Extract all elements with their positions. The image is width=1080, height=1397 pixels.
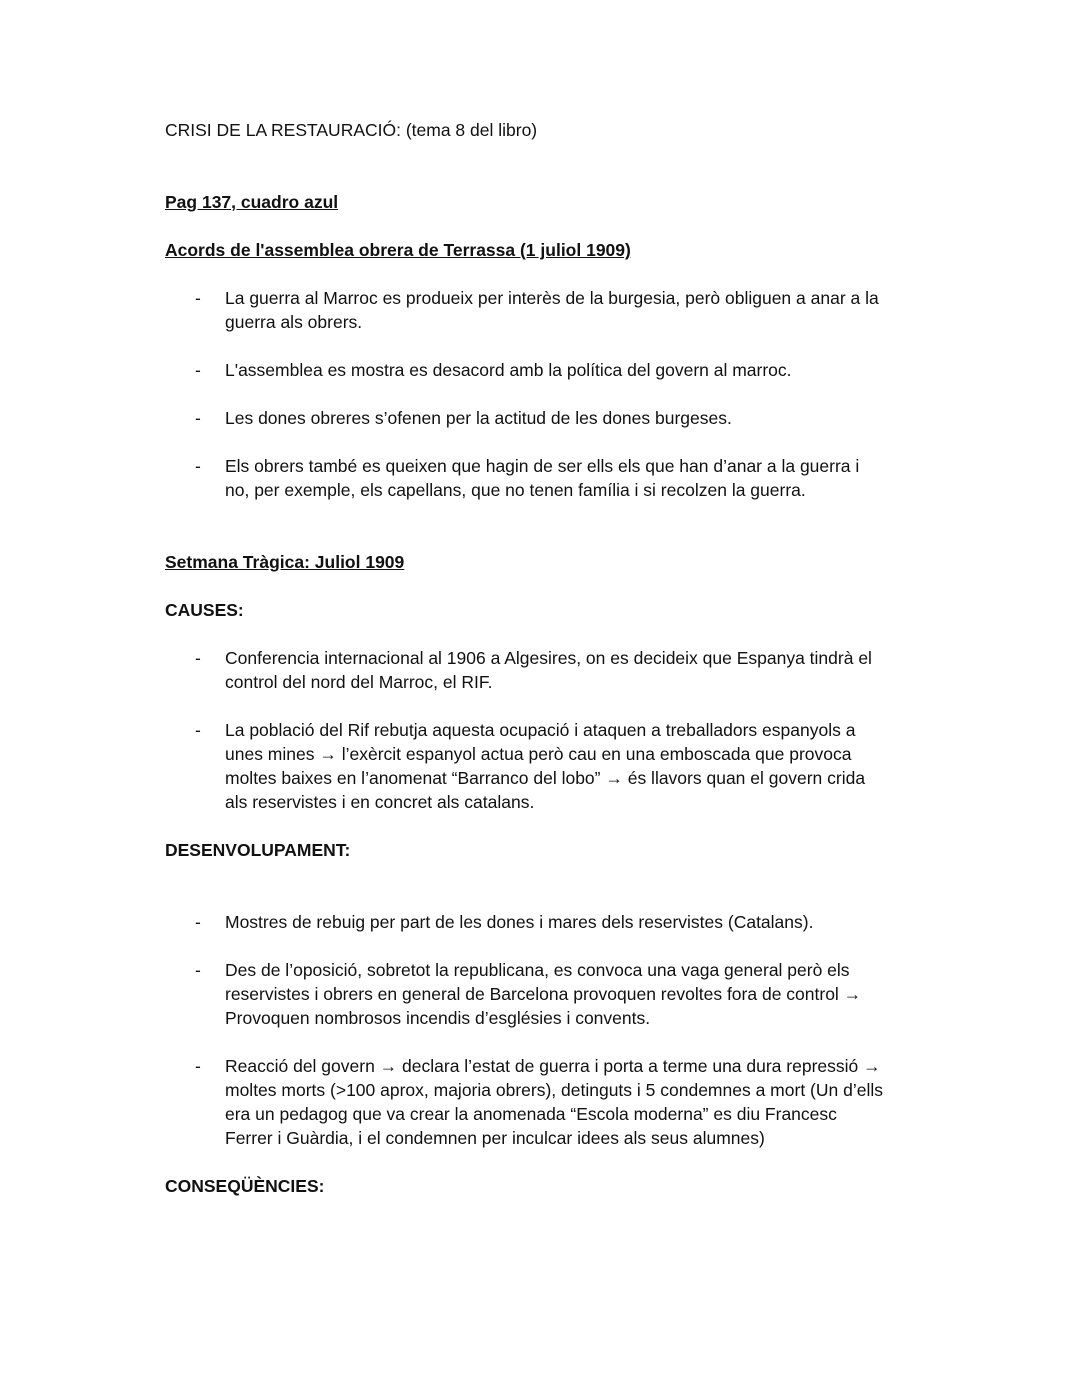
desenvolupament-list bbox=[165, 910, 925, 1150]
page-reference: Pag 137, cuadro azul bbox=[165, 192, 339, 212]
bullet-dash: - bbox=[195, 288, 201, 308]
list-item: - Els obrers també es queixen que hagin de ser ells els que han d’anar a la guerra i no, per exemple, els capellans, que no tenen família i si recolzen la guerra. bbox=[195, 456, 860, 500]
list-item: - La guerra al Marroc es produeix per interès de la burgesia, però obliguen a anar a la guerra als obrers. bbox=[195, 288, 879, 332]
list-item: - Reacció del govern → declara l’estat de guerra i porta a terme una dura repressió → moltes morts (>100 aprox, majoria obrers), detinguts i 5 condemnes a mort (Un d’ells era un pedagog que va crear la anomenada “Escola moderna” es diu Francesc Ferrer i Guàrdia, i el condemnen per inculcar idees als seus alumnes) bbox=[195, 1056, 883, 1148]
bullet-dash: - bbox=[195, 1056, 201, 1076]
bullet-dash: - bbox=[195, 360, 201, 380]
acords-list bbox=[165, 286, 925, 502]
causes-heading: CAUSES: bbox=[165, 600, 244, 620]
bullet-dash: - bbox=[195, 456, 201, 476]
list-item: - Les dones obreres s’ofenen per la actitud de les dones burgeses. bbox=[195, 408, 732, 428]
document-page bbox=[165, 118, 925, 1198]
causes-list bbox=[165, 646, 925, 814]
list-item: - L'assemblea es mostra es desacord amb la política del govern al marroc. bbox=[195, 360, 792, 380]
bullet-dash: - bbox=[195, 720, 201, 740]
document-title: CRISI DE LA RESTAURACIÓ: (tema 8 del libro) bbox=[165, 120, 538, 140]
list-item: - Mostres de rebuig per part de les dones i mares dels reservistes (Catalans). bbox=[195, 912, 814, 932]
consequencies-heading: CONSEQÜÈNCIES: bbox=[165, 1176, 325, 1196]
section-heading-setmana-tragica: Setmana Tràgica: Juliol 1909 bbox=[165, 552, 405, 572]
bullet-dash: - bbox=[195, 960, 201, 980]
section-heading-acords: Acords de l'assemblea obrera de Terrassa (1 juliol 1909) bbox=[165, 240, 631, 260]
bullet-dash: - bbox=[195, 912, 201, 932]
list-item: - Conferencia internacional al 1906 a Algesires, on es decideix que Espanya tindrà el control del nord del Marroc, el RIF. bbox=[195, 648, 872, 692]
list-item: - Des de l’oposició, sobretot la republicana, es convoca una vaga general però els reservistes i obrers en general de Barcelona provoquen revoltes fora de control → Provoquen nombrosos incendis d’esglésies i convents. bbox=[195, 960, 862, 1028]
bullet-dash: - bbox=[195, 408, 201, 428]
bullet-dash: - bbox=[195, 648, 201, 668]
desenvolupament-heading: DESENVOLUPAMENT: bbox=[165, 840, 351, 860]
list-item: - La població del Rif rebutja aquesta ocupació i ataquen a treballadors espanyols a unes mines → l’exèrcit espanyol actua però cau en una emboscada que provoca moltes baixes en l’anomenat “Barranco del lobo” → és llavors quan el govern crida als reservistes i en concret als catalans. bbox=[195, 720, 866, 812]
